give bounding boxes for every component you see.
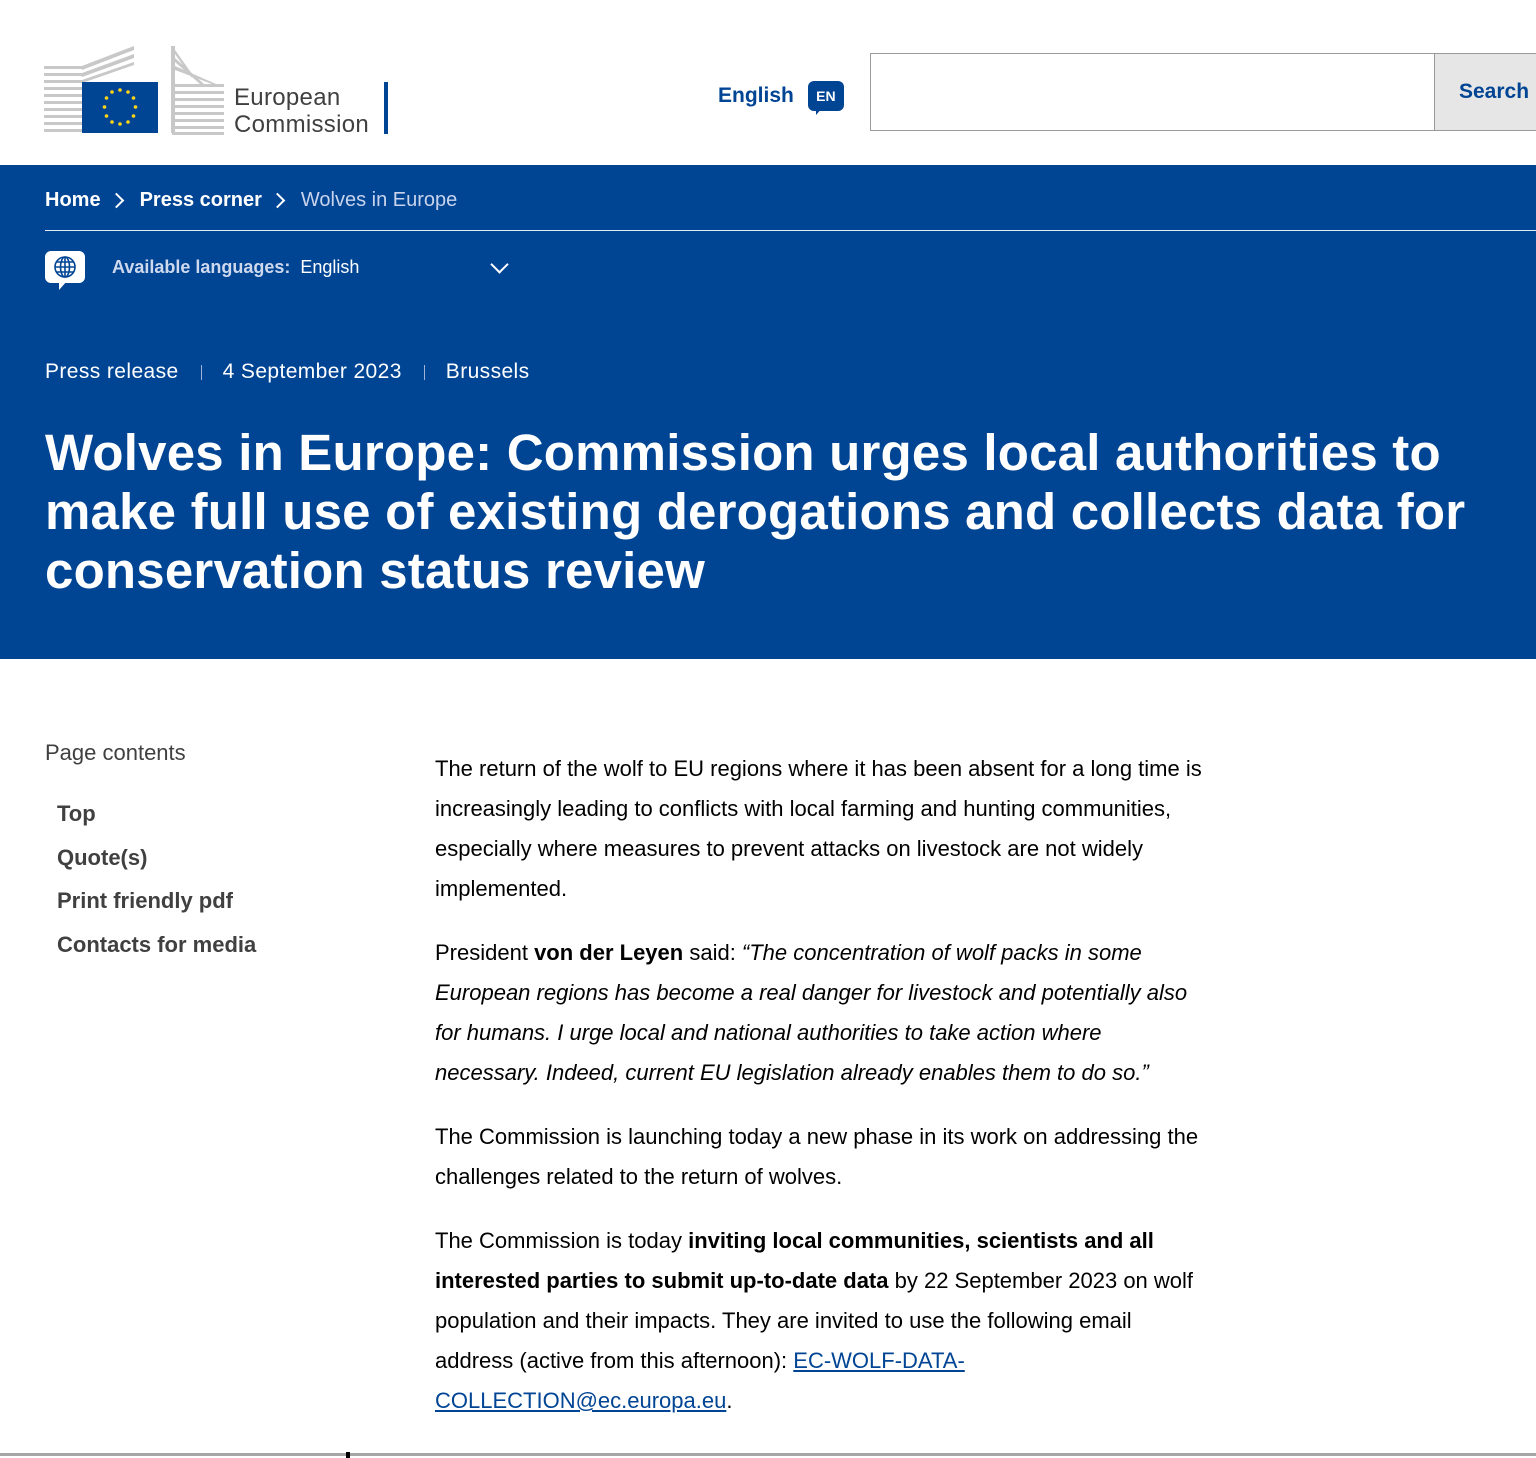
- email-link[interactable]: EC-WOLF-DATA-COLLECTION@ec.europa.eu: [435, 1348, 965, 1413]
- language-selector-button[interactable]: [718, 78, 844, 114]
- chevron-right-icon: [108, 193, 124, 209]
- text: by 22 September 2023 on wolf population and their impacts. They are invited to use the following email address (active from this afternoon):: [435, 1268, 1194, 1373]
- meta-type: Press release: [45, 360, 179, 383]
- press-meta: [45, 360, 530, 384]
- paragraph-4: [435, 1221, 1210, 1421]
- paragraph-2-quote: [435, 933, 1210, 1093]
- paragraph-3: The Commission is launching today a new phase in its work on addressing the challenges related to the return of wolves.: [435, 1124, 1199, 1189]
- bottom-marker: [346, 1452, 350, 1458]
- bottom-divider: [0, 1453, 1536, 1456]
- available-languages-value: English: [300, 256, 360, 277]
- page-contents: [45, 740, 375, 966]
- page-contents-title: Page contents: [45, 740, 186, 765]
- text: President: [435, 940, 535, 965]
- text: The Commission is today: [435, 1228, 689, 1253]
- text: .: [726, 1388, 733, 1413]
- breadcrumb-current: Wolves in Europe: [300, 189, 458, 211]
- meta-location: Brussels: [445, 360, 530, 383]
- logo-accent-bar: [384, 82, 388, 134]
- available-languages-dropdown[interactable]: [45, 247, 520, 287]
- toc-link-top[interactable]: Top: [57, 801, 96, 826]
- logo-text: [234, 84, 369, 138]
- meta-separator: [424, 365, 425, 380]
- quote-text: “The concentration of wolf packs in some European regions has become a real danger for livestock and potentially also for humans. I urge local and national authorities to take action where necessary. Indeed, current EU legislation already enables them to do so.”: [435, 940, 1188, 1085]
- speaker-name: von der Leyen: [534, 940, 684, 965]
- article-body: [435, 749, 1210, 1445]
- breadcrumb-press-corner-link[interactable]: Press corner: [139, 189, 262, 211]
- toc-link-print-pdf[interactable]: Print friendly pdf: [57, 888, 233, 913]
- toc-link-quotes[interactable]: Quote(s): [57, 844, 148, 870]
- breadcrumb: [45, 189, 457, 212]
- paragraph-1: The return of the wolf to EU regions where it has been absent for a long time is increasingly leading to conflicts with local farming and hunting communities, especially where measures to prevent attacks on livestock are not widely implemented.: [435, 756, 1202, 901]
- site-header: [0, 0, 1536, 165]
- breadcrumb-divider: [45, 230, 1536, 231]
- globe-icon: [45, 251, 85, 283]
- meta-separator: [201, 365, 202, 380]
- logo-line-1: European: [234, 84, 341, 111]
- breadcrumb-home-link[interactable]: Home: [45, 189, 101, 211]
- meta-date: 4 September 2023: [222, 360, 402, 383]
- bold-text: inviting local communities, scientists and all interested parties to submit up-to-date data: [435, 1228, 1154, 1293]
- language-label: English: [718, 84, 794, 107]
- page-title: Wolves in Europe: Commission urges local authorities to make full use of existing derogations and collects data for conservation status review: [45, 424, 1466, 599]
- language-code: EN: [808, 81, 844, 111]
- search-button[interactable]: Search: [1434, 53, 1536, 131]
- available-languages-label: Available languages:: [112, 256, 291, 277]
- page-header: [0, 165, 1536, 659]
- toc-link-contacts-media[interactable]: Contacts for media: [57, 931, 257, 957]
- logo-line-2: Commission: [234, 111, 370, 138]
- eu-flag-building-icon: [44, 44, 229, 136]
- chevron-down-icon: [490, 255, 508, 273]
- search-input[interactable]: [870, 53, 1434, 131]
- european-commission-logo[interactable]: [44, 44, 394, 136]
- text: said:: [683, 940, 742, 965]
- chevron-right-icon: [270, 193, 286, 209]
- language-code-icon: [808, 81, 844, 111]
